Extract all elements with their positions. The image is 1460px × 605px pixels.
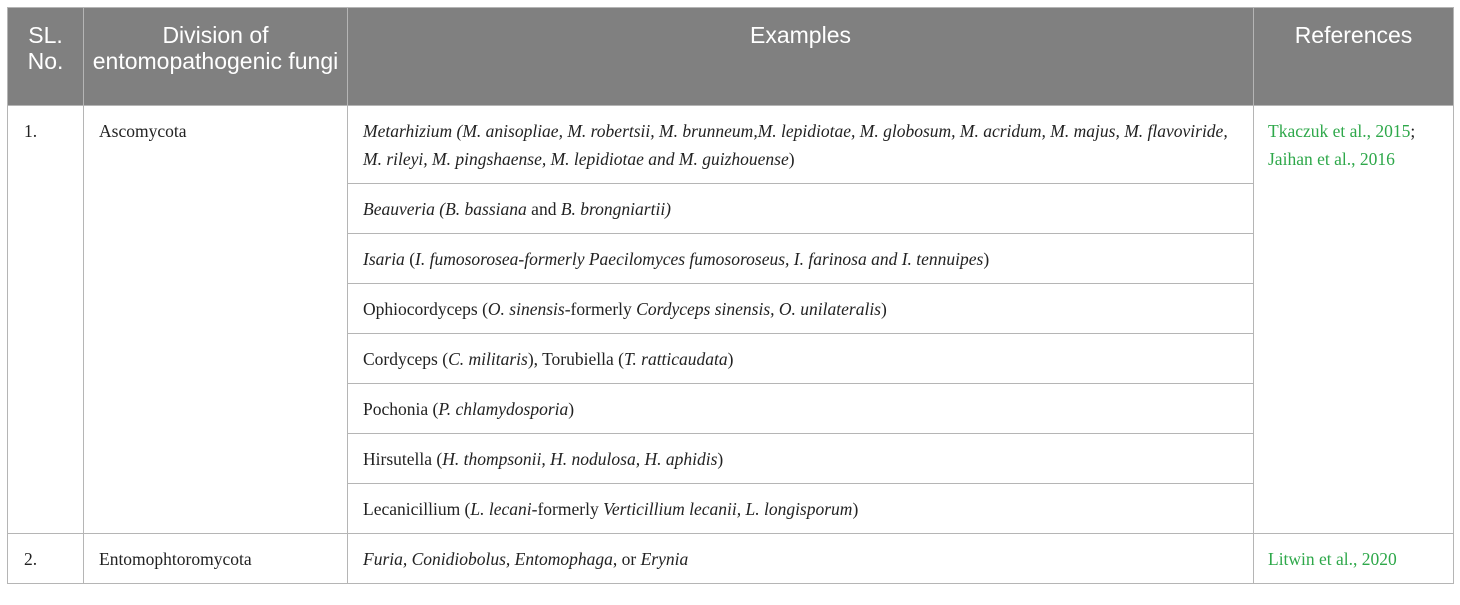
- example-cell: [348, 234, 1254, 284]
- example-cell: [348, 434, 1254, 484]
- example-italic-text: Furia, Conidiobolus, Entomophaga: [363, 549, 613, 569]
- example-italic-text: T. ratticaudata: [623, 349, 728, 369]
- division-cell: Ascomycota: [84, 106, 348, 534]
- example-cell: [348, 184, 1254, 234]
- example-text: ): [727, 349, 734, 369]
- sl-no-cell: 2.: [8, 534, 84, 584]
- example-italic-text: P. chlamydosporia: [438, 399, 569, 419]
- example-cell: [348, 534, 1254, 584]
- example-cell: [348, 334, 1254, 384]
- example-text: ): [788, 149, 795, 169]
- table-body: [8, 106, 1454, 584]
- reference-link[interactable]: Tkaczuk et al., 2015: [1268, 121, 1411, 141]
- example-cell: [348, 484, 1254, 534]
- example-text: , or: [612, 549, 641, 569]
- example-italic-text: O. sinensis: [487, 299, 565, 319]
- example-italic-text: I. fumosorosea-formerly Paecilomyces fumosoroseus, I. farinosa and I. tennuipes: [415, 249, 984, 269]
- reference-link[interactable]: Jaihan et al., 2016: [1268, 149, 1395, 169]
- example-italic-text: H. thompsonii, H. nodulosa, H. aphidis: [442, 449, 718, 469]
- header-division: Division of entomopathogenic fungi: [84, 8, 348, 106]
- example-text: ): [717, 449, 724, 469]
- example-italic-text: Erynia: [640, 549, 689, 569]
- example-italic-text: Metarhizium (M. anisopliae, M. robertsii, M. brunneum,M. lepidiotae, M. globosum, M. acridum, M. majus, M. flavoviride, M. rileyi, M. pingshaense, M. lepidiotae and M. guizhouense: [363, 121, 1228, 169]
- example-text: (: [404, 249, 416, 269]
- example-text: -formerly: [564, 299, 637, 319]
- example-cell: [348, 106, 1254, 184]
- example-italic-text: Cordyceps sinensis, O. unilateralis: [636, 299, 881, 319]
- example-text: ): [983, 249, 990, 269]
- references-cell: [1254, 534, 1454, 584]
- example-text: ): [881, 299, 887, 319]
- example-text: -formerly: [531, 499, 604, 519]
- example-text: Hirsutella (: [363, 449, 443, 469]
- example-italic-text: L. lecani: [470, 499, 532, 519]
- reference-separator: ;: [1410, 121, 1416, 141]
- header-examples: Examples: [348, 8, 1254, 106]
- example-text: ): [568, 399, 575, 419]
- reference-link[interactable]: Litwin et al., 2020: [1268, 549, 1397, 569]
- references-cell: [1254, 106, 1454, 534]
- example-italic-text: Isaria: [363, 249, 405, 269]
- example-italic-text: Verticillium lecanii, L. longisporum: [603, 499, 853, 519]
- header-sl-no: SL. No.: [8, 8, 84, 106]
- example-text: and: [526, 199, 561, 219]
- example-italic-text: C. militaris: [448, 349, 528, 369]
- example-text: Cordyceps (: [363, 349, 449, 369]
- example-italic-text: B. brongniartii): [560, 199, 672, 219]
- example-text: ): [852, 499, 859, 519]
- example-text: Lecanicillium (: [363, 499, 471, 519]
- header-references: References: [1254, 8, 1454, 106]
- table-row: [8, 534, 1454, 584]
- fungi-classification-table: [7, 7, 1454, 584]
- example-cell: [348, 384, 1254, 434]
- example-text: Ophiocordyceps (: [363, 299, 488, 319]
- example-cell: [348, 284, 1254, 334]
- sl-no-cell: 1.: [8, 106, 84, 534]
- division-cell: Entomophtoromycota: [84, 534, 348, 584]
- example-text: ), Torubiella (: [527, 349, 624, 369]
- example-italic-text: Beauveria (B. bassiana: [363, 199, 527, 219]
- header-row: [8, 8, 1454, 106]
- example-text: Pochonia (: [363, 399, 439, 419]
- table-row: [8, 106, 1454, 184]
